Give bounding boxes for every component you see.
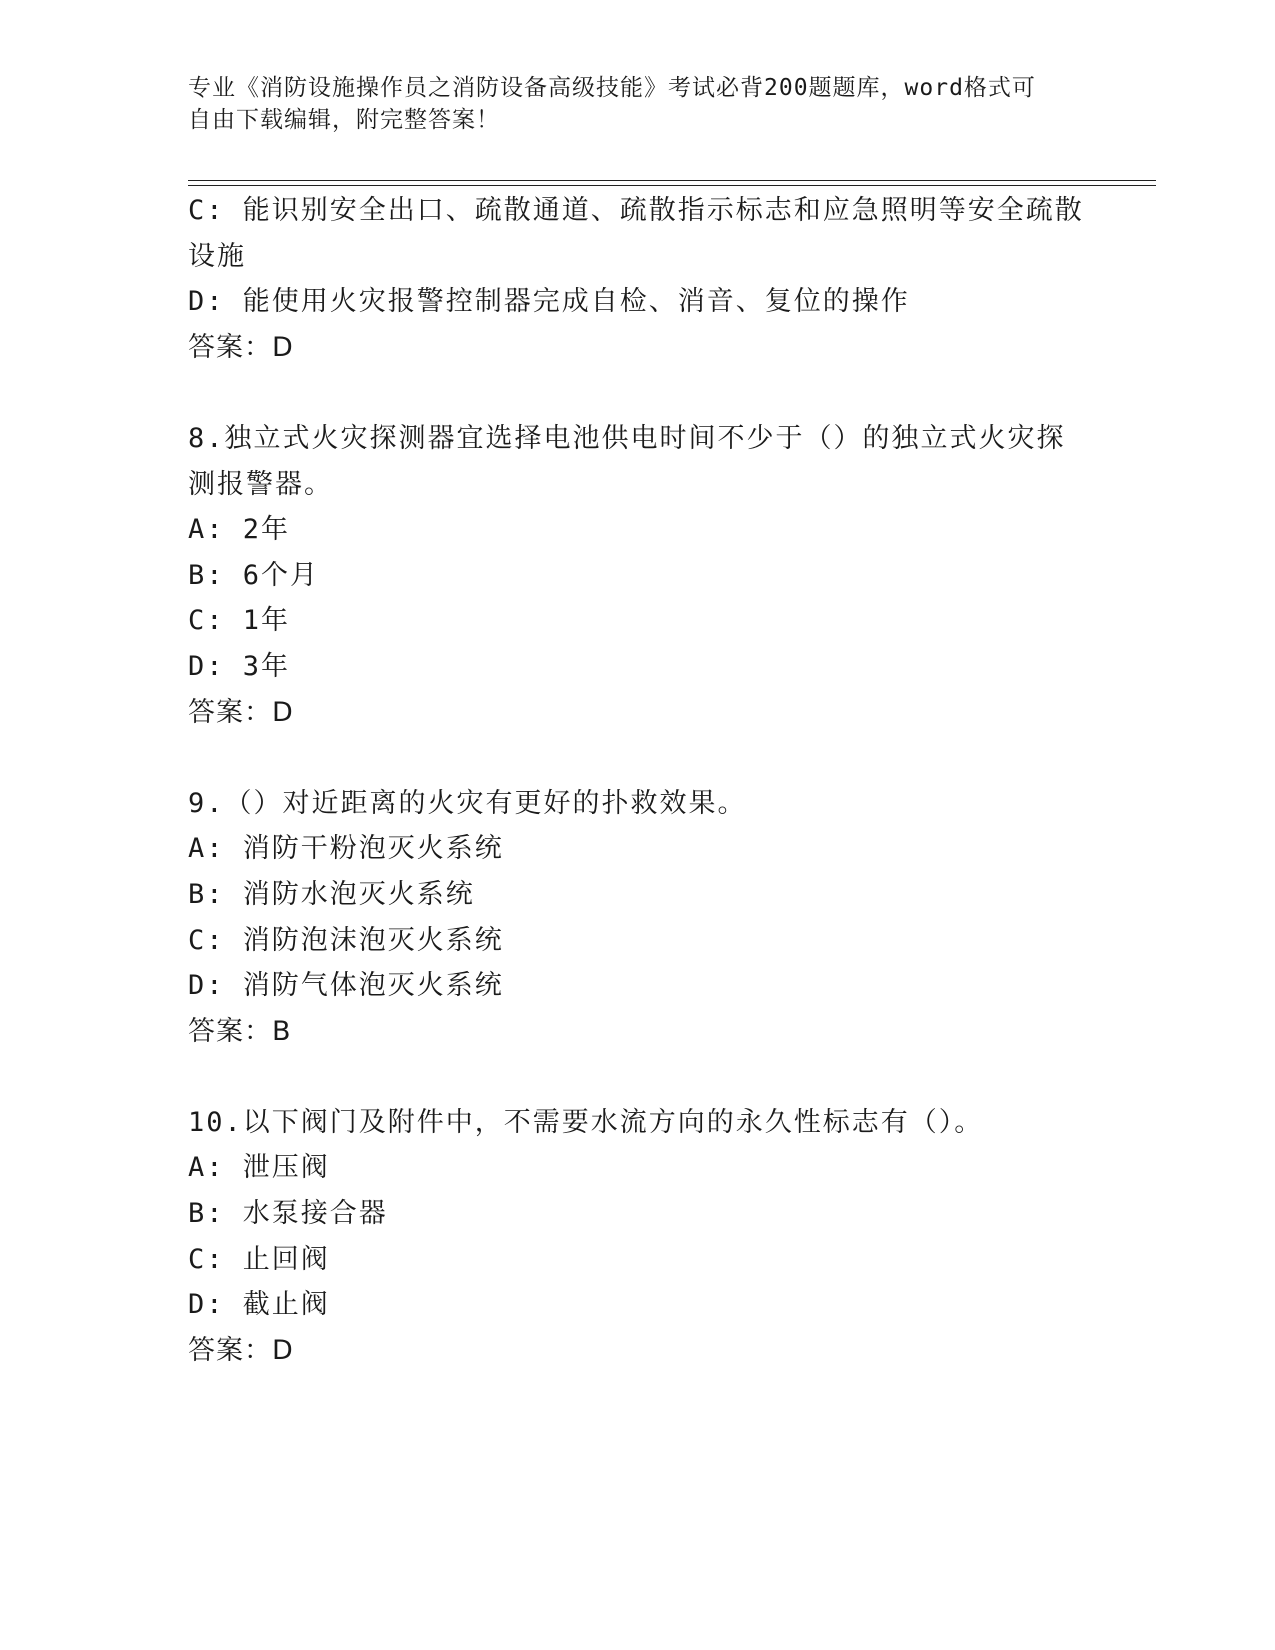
option-c: C: 止回阀 [188,1243,330,1275]
option-d: D: 3年 [188,650,291,682]
option-c: C: 能识别安全出口、疏散通道、疏散指示标志和应急照明等安全疏散 [188,195,1084,226]
answer: 答案：D [188,1334,294,1366]
header-title-line-1: 专业《消防设施操作员之消防设备高级技能》考试必背200题题库，word格式可 [188,75,1036,101]
option-d: D: 截止阀 [188,1289,330,1321]
document-header [188,72,1088,136]
spacer [188,370,1088,416]
option-d: D: 能使用火灾报警控制器完成自检、消音、复位的操作 [188,286,910,318]
option-d: D: 消防气体泡灭火系统 [188,970,504,1002]
header-divider-bottom [188,185,1156,186]
option-c-continued: 设施 [188,240,246,272]
question-stem: 9.（）对近距离的火灾有更好的扑救效果。 [188,787,747,819]
option-c: C: 1年 [188,605,291,637]
option-b: B: 6个月 [188,559,320,591]
answer: 答案：D [188,331,294,363]
question-stem: 10.以下阀门及附件中，不需要水流方向的永久性标志有（）。 [188,1106,984,1138]
option-b: B: 消防水泡灭火系统 [188,878,475,910]
option-b: B: 水泵接合器 [188,1198,388,1230]
question-10 [188,1100,1088,1374]
option-a: A: 消防干粉泡灭火系统 [188,833,504,865]
question-8 [188,416,1088,735]
answer: 答案：B [188,1015,292,1047]
question-list [188,188,1088,1373]
header-divider-top [188,180,1156,181]
spacer [188,735,1088,781]
question-stem-continued: 测报警器。 [188,468,333,500]
option-c: C: 消防泡沫泡灭火系统 [188,924,504,956]
header-title-line-2: 自由下载编辑，附完整答案！ [188,107,500,133]
question-7-partial [188,188,1088,370]
question-9 [188,781,1088,1055]
question-stem: 8.独立式火灾探测器宜选择电池供电时间不少于（）的独立式火灾探 [188,422,1066,454]
answer: 答案：D [188,696,294,728]
option-a: A: 2年 [188,514,291,546]
option-a: A: 泄压阀 [188,1152,330,1184]
spacer [188,1054,1088,1100]
